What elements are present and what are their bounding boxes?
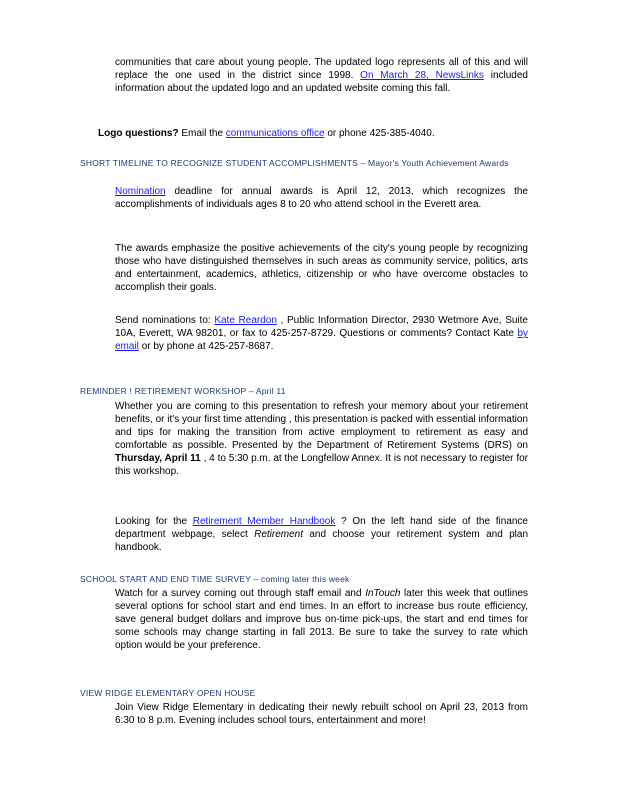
section-heading-text: SHORT TIMELINE TO RECOGNIZE STUDENT ACCOMPLISHMENTS — [80, 158, 358, 168]
handbook-text-mid: ? On the left hand side of the finance department webpage, select — [115, 516, 528, 540]
communications-office-link[interactable]: communications office — [225, 128, 325, 139]
handbook-text-end: and choose your retirement system and plan handbook. — [115, 529, 529, 553]
nominations-phone: or by phone at 425-257-8687. — [141, 341, 274, 352]
section-heading-tail: – Mayor's Youth Achievement Awards — [360, 158, 509, 168]
retirement-text: Whether you are coming to this presentation to refresh your memory about your retirement benefits, or it's your first time attending , this presentation is packed with essential information and tips for making the transition from active employment to retirement as easy and comfortable as possible. Presented by the Department of Retirement Systems (DRS) on — [115, 401, 528, 451]
awards-text: deadline for annual awards is April 12, 2013, which recognizes the accomplishments of individuals ages 8 to 20 who attend school in the Everett area. — [115, 186, 528, 210]
survey-paragraph — [115, 587, 528, 652]
section-heading-text: SCHOOL START AND END TIME SURVEY — [80, 574, 251, 584]
section-heading-tail: – April 11 — [248, 386, 286, 396]
section-heading-text: VIEW RIDGE ELEMENTARY OPEN HOUSE — [80, 688, 256, 698]
nominations-text: Send nominations to: — [115, 315, 211, 326]
awards-text: The awards emphasize the positive achievements of the city's young people by recognizing those who have distinguished themselves in such areas as community service, politics, arts and entertainment, academics, athletics, citizenship or who have overcome obstacles to accomplish their goals. — [115, 243, 528, 293]
survey-text: Watch for a survey coming out through staff email and — [115, 588, 362, 599]
nominations-address: , Public Information Director, 2930 Wetmore Ave, Suite 10A, Everett, WA 98201, or fax to 425-257-8729. Questions or comments? Contact Kate — [115, 315, 528, 339]
logo-questions-label: Logo questions? — [98, 128, 179, 139]
section-heading-awards — [80, 157, 528, 170]
logo-questions-phone: or phone 425-385-4040. — [327, 128, 435, 139]
awards-paragraph-3 — [115, 314, 528, 353]
section-heading-open-house — [80, 687, 528, 700]
email-link[interactable]: by email — [115, 328, 529, 352]
handbook-text: Looking for the — [115, 516, 188, 527]
newslinks-link[interactable]: On March 28, NewsLinks — [360, 70, 484, 81]
retirement-option: Retirement — [254, 529, 303, 540]
retirement-paragraph-1 — [115, 400, 528, 478]
section-heading-survey — [80, 573, 528, 586]
awards-paragraph-1 — [115, 185, 528, 211]
retirement-handbook-link[interactable]: Retirement Member Handbook — [192, 516, 336, 527]
open-house-text: Join View Ridge Elementary in dedicating their newly rebuilt school on April 23, 2013 from 6:30 to 8 p.m. Evening includes school tours, entertainment and more! — [115, 702, 528, 726]
logo-questions-text: Email the — [181, 128, 224, 139]
intro-text-end: included information about the updated logo and an updated website coming this fall. — [115, 70, 528, 94]
retirement-text-end: , 4 to 5:30 p.m. at the Longfellow Annex. It is not necessary to register for this workshop. — [115, 453, 528, 477]
workshop-date: Thursday, April 11 — [115, 453, 201, 464]
intro-text: communities that care about young people. The updated logo represents all of this and will replace the one used in the district since 1998. — [115, 57, 528, 81]
open-house-paragraph — [115, 701, 528, 727]
intouch-name: InTouch — [365, 588, 401, 599]
nomination-link[interactable]: Nomination — [115, 186, 166, 197]
section-heading-retirement — [80, 385, 528, 398]
survey-text-end: later this week that outlines several options for school start and end times. In an effort to increase bus route efficiency, save general budget dollars and improve bus on-time pick-ups, the start and end times for some schools may change starting in fall 2013. Be sure to take the survey to rate which option would be your preference. — [115, 588, 529, 651]
logo-questions-line — [98, 127, 528, 140]
awards-paragraph-2 — [115, 242, 528, 294]
section-heading-tail: – coming later this week — [253, 574, 350, 584]
kate-reardon-link[interactable]: Kate Reardon — [214, 315, 277, 326]
intro-paragraph — [115, 56, 528, 95]
retirement-paragraph-2 — [115, 515, 528, 554]
section-heading-text: REMINDER ! RETIREMENT WORKSHOP — [80, 386, 247, 396]
